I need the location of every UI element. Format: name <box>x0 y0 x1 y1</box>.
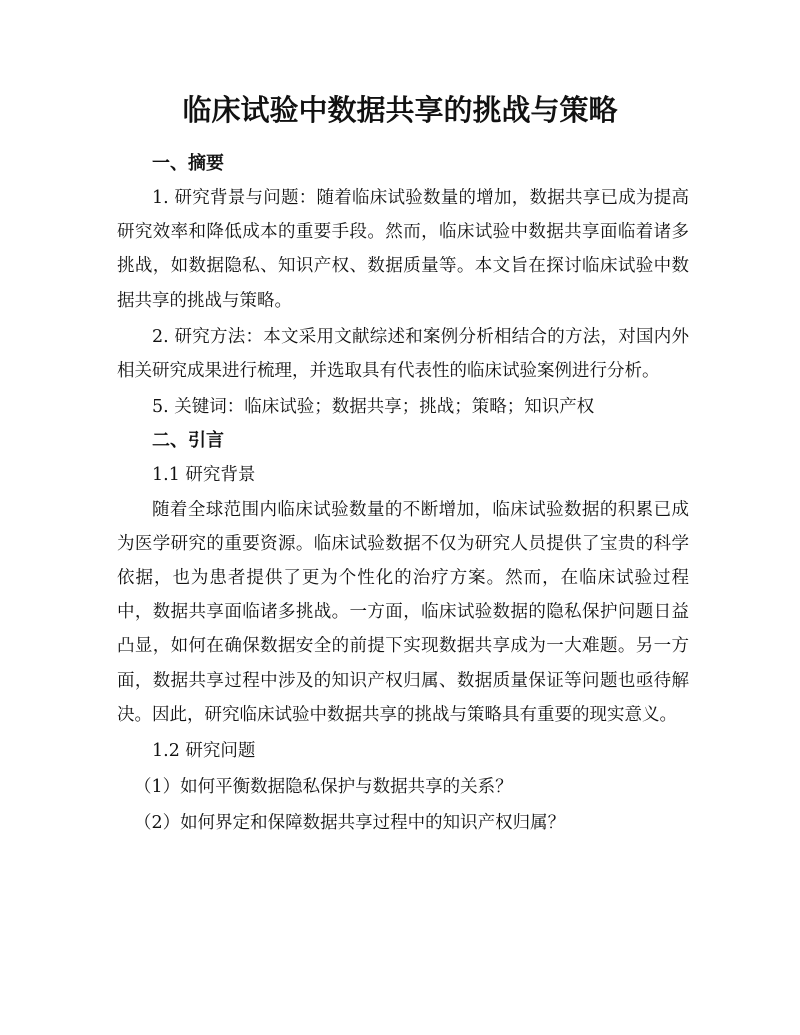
document-body <box>117 147 689 841</box>
subsection-heading-questions: 1.2 研究问题 <box>152 741 256 762</box>
abstract-paragraph-keywords: 5. 关键词：临床试验；数据共享；挑战；策略；知识产权 <box>152 397 595 418</box>
abstract-paragraph-method: 2. 研究方法：本文采用文献综述和案例分析相结合的方法，对国内外相关研究成果进行梳理，并选取具有代表性的临床试验案例进行分析。 <box>117 326 689 382</box>
subsection-heading-background: 1.1 研究背景 <box>152 465 256 486</box>
research-question-1: （1）如何平衡数据隐私保护与数据共享的关系？ <box>134 777 513 798</box>
section-heading-abstract: 一、摘要 <box>152 153 224 174</box>
section-heading-intro: 二、引言 <box>152 430 224 452</box>
research-question-2: （2）如何界定和保障数据共享过程中的知识产权归属？ <box>134 813 566 834</box>
intro-paragraph-background: 随着全球范围内临床试验数量的不断增加，临床试验数据的积累已成为医学研究的重要资源。临床试验数据不仅为研究人员提供了宝贵的科学依据，也为患者提供了更为个性化的治疗方案。然而，在临床试验过程中，数据共享面临诸多挑战。一方面，临床试验数据的隐私保护问题日益凸显，如何在确保数据安全的前提下实现数据共享成为一大难题。另一方面，数据共享过程中涉及的知识产权归属、数据质量保证等问题也亟待解决。因此，研究临床试验中数据共享的挑战与策略具有重要的现实意义。 <box>117 499 689 725</box>
document-title: 临床试验中数据共享的挑战与策略 <box>182 93 618 127</box>
abstract-paragraph-background: 1. 研究背景与问题：随着临床试验数量的增加，数据共享已成为提高研究效率和降低成本的重要手段。然而，临床试验中数据共享面临着诸多挑战，如数据隐私、知识产权、数据质量等。本文旨在探讨临床试验中数据共享的挑战与策略。 <box>117 188 689 311</box>
